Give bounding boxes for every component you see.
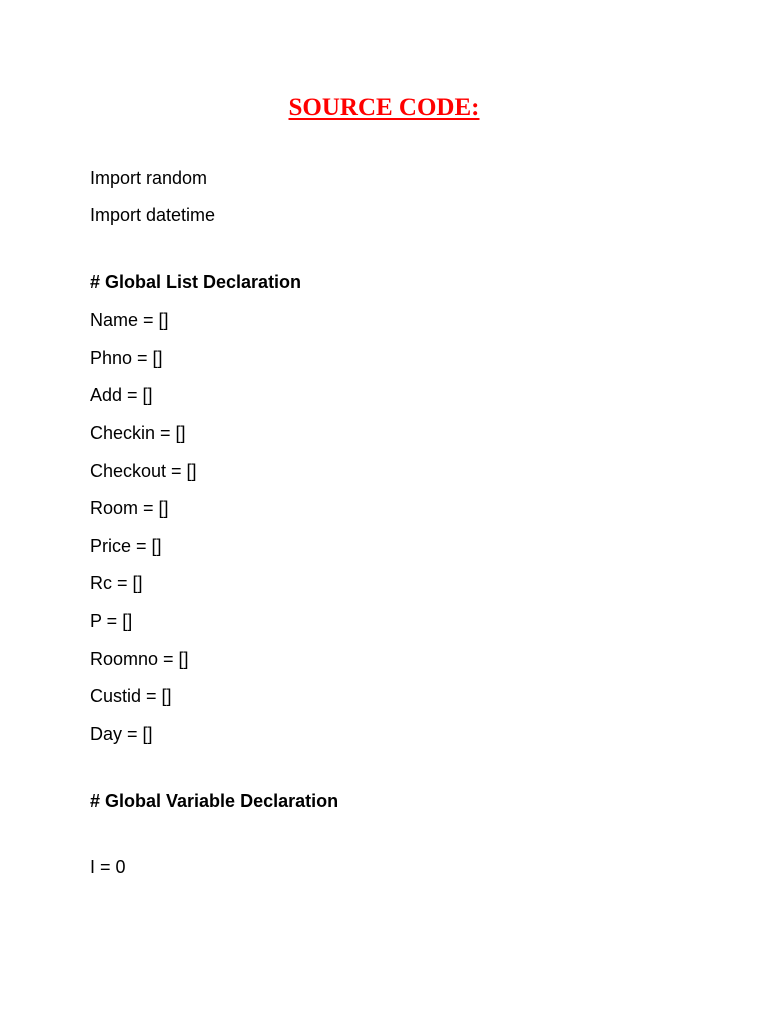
code-line-rc: Rc = [] bbox=[90, 573, 143, 593]
code-line-i: I = 0 bbox=[90, 857, 126, 877]
code-line-phno: Phno = [] bbox=[90, 348, 163, 368]
page-title: SOURCE CODE: bbox=[288, 94, 480, 121]
code-line-checkout: Checkout = [] bbox=[90, 461, 197, 481]
code-line-room: Room = [] bbox=[90, 498, 169, 518]
code-line-day: Day = [] bbox=[90, 724, 153, 744]
code-line-import-datetime: Import datetime bbox=[90, 205, 216, 225]
code-line-import-random: Import random bbox=[90, 168, 208, 188]
section-heading-global-lists: # Global List Declaration bbox=[90, 272, 302, 292]
code-line-custid: Custid = [] bbox=[90, 686, 172, 706]
code-line-roomno: Roomno = [] bbox=[90, 649, 189, 669]
code-line-p: P = [] bbox=[90, 611, 133, 631]
code-line-name: Name = [] bbox=[90, 310, 169, 330]
section-heading-global-variables: # Global Variable Declaration bbox=[90, 791, 339, 811]
code-line-checkin: Checkin = [] bbox=[90, 423, 186, 443]
code-line-price: Price = [] bbox=[90, 536, 162, 556]
code-line-add: Add = [] bbox=[90, 385, 153, 405]
